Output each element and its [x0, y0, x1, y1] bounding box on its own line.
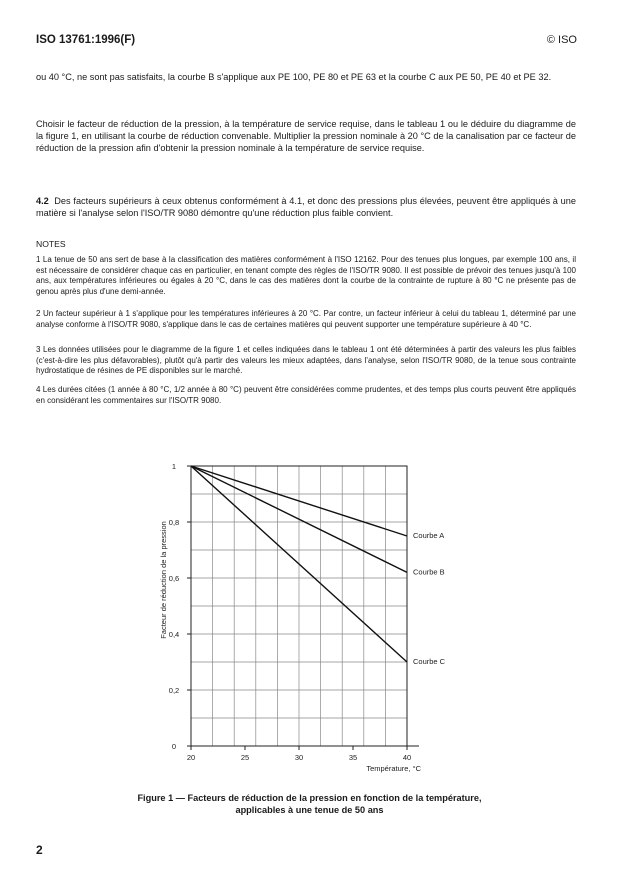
x-tick-label: 40	[402, 753, 412, 762]
y-tick-label: 0,2	[168, 686, 180, 695]
note-item: 3 Les données utilisées pour le diagramme de la figure 1 et celles indiquées dans le tableau 1 ont été déterminées à partir des valeurs les plus faibles (c'est-à-dire les plus défavorables), plutôt qu'à partir des valeurs les mieux adaptées, dans l'analyse, selon l'ISO/TR 9080, de la tenue sous contrainte hydrostatique de résines de PE disponibles sur le marché.	[36, 345, 576, 375]
y-tick-label: 0,4	[168, 630, 180, 639]
y-tick-label: 0,8	[168, 518, 180, 527]
x-tick-label: 25	[240, 753, 250, 762]
clause-number: 4.2	[36, 196, 49, 206]
document-id: ISO 13761:1996(F)	[36, 34, 136, 46]
notes-title: NOTES	[36, 239, 66, 249]
note-item: 1 La tenue de 50 ans sert de base à la classification des matières conformément à l'ISO 12162. Pour des tenues plus longues, par exemple 100 ans, il est nécessaire de considérer chaque cas en particulier, en tenant compte des règles de l'ISO/TR 9080. Il est possible de prévoir des tenues jusqu'à 100 ans, aux températures inférieures ou égales à 20 °C, dans le cas des matières dont la courbe de la contrainte de rupture à 80 °C ne présente pas de genou après plus d'une demi-année.	[36, 255, 576, 296]
y-axis-label: Facteur de réduction de la pression	[159, 521, 168, 639]
series-label: Courbe B	[413, 567, 445, 577]
x-tick-label: 30	[294, 753, 304, 762]
y-tick-label: 1	[171, 462, 177, 471]
figure-1-chart	[150, 430, 470, 775]
x-tick-label: 20	[186, 753, 196, 762]
paragraph-instructions: Choisir le facteur de réduction de la pression, à la température de service requise, dans le tableau 1 ou le déduire du diagramme de la figure 1, en utilisant la courbe de réduction convenable. Multiplier la pression nominale à 20 °C de la canalisation par ce facteur de réduction de la pression afin d'obtenir la pression nominale à la température de service requise.	[36, 119, 576, 153]
y-tick-label: 0	[171, 742, 177, 751]
note-item: 4 Les durées citées (1 année à 80 °C, 1/2 année à 80 °C) peuvent être considérées comme prudentes, et des temps plus courts peuvent être appliqués en considérant les commentaires sur l'ISO/TR 9080.	[36, 385, 576, 405]
series-label: Courbe C	[413, 657, 446, 666]
x-axis-label: Température, °C	[366, 764, 421, 773]
paragraph-4-2	[36, 195, 576, 219]
figure-caption-line1: Figure 1 — Facteurs de réduction de la pression en fonction de la température,	[137, 793, 482, 803]
paragraph-continuation: ou 40 °C, ne sont pas satisfaits, la courbe B s'applique aux PE 100, PE 80 et PE 63 et la courbe C aux PE 50, PE 40 et PE 32.	[36, 72, 552, 82]
series-label: Courbe A	[413, 531, 445, 540]
page-number: 2	[36, 843, 43, 857]
clause-text: Des facteurs supérieurs à ceux obtenus conformément à 4.1, et donc des pressions plus élevées, peuvent être appliqués à une matière si l'analyse selon l'ISO/TR 9080 démontre qu'une réduction plus faible convient.	[36, 196, 577, 218]
figure-caption-line2: applicables à une tenue de 50 ans	[235, 805, 384, 815]
x-tick-label: 35	[348, 753, 358, 762]
y-tick-label: 0,6	[168, 574, 180, 583]
note-item: 2 Un facteur supérieur à 1 s'applique pour les températures inférieures à 20 °C. Par contre, un facteur inférieur à celui du tableau 1, déterminé par une analyse conforme à l'ISO/TR 9080, s'applique dans le cas de certaines matières qui peuvent supporter une température supérieure à 40 °C.	[36, 309, 576, 329]
copyright: © ISO	[546, 34, 577, 46]
